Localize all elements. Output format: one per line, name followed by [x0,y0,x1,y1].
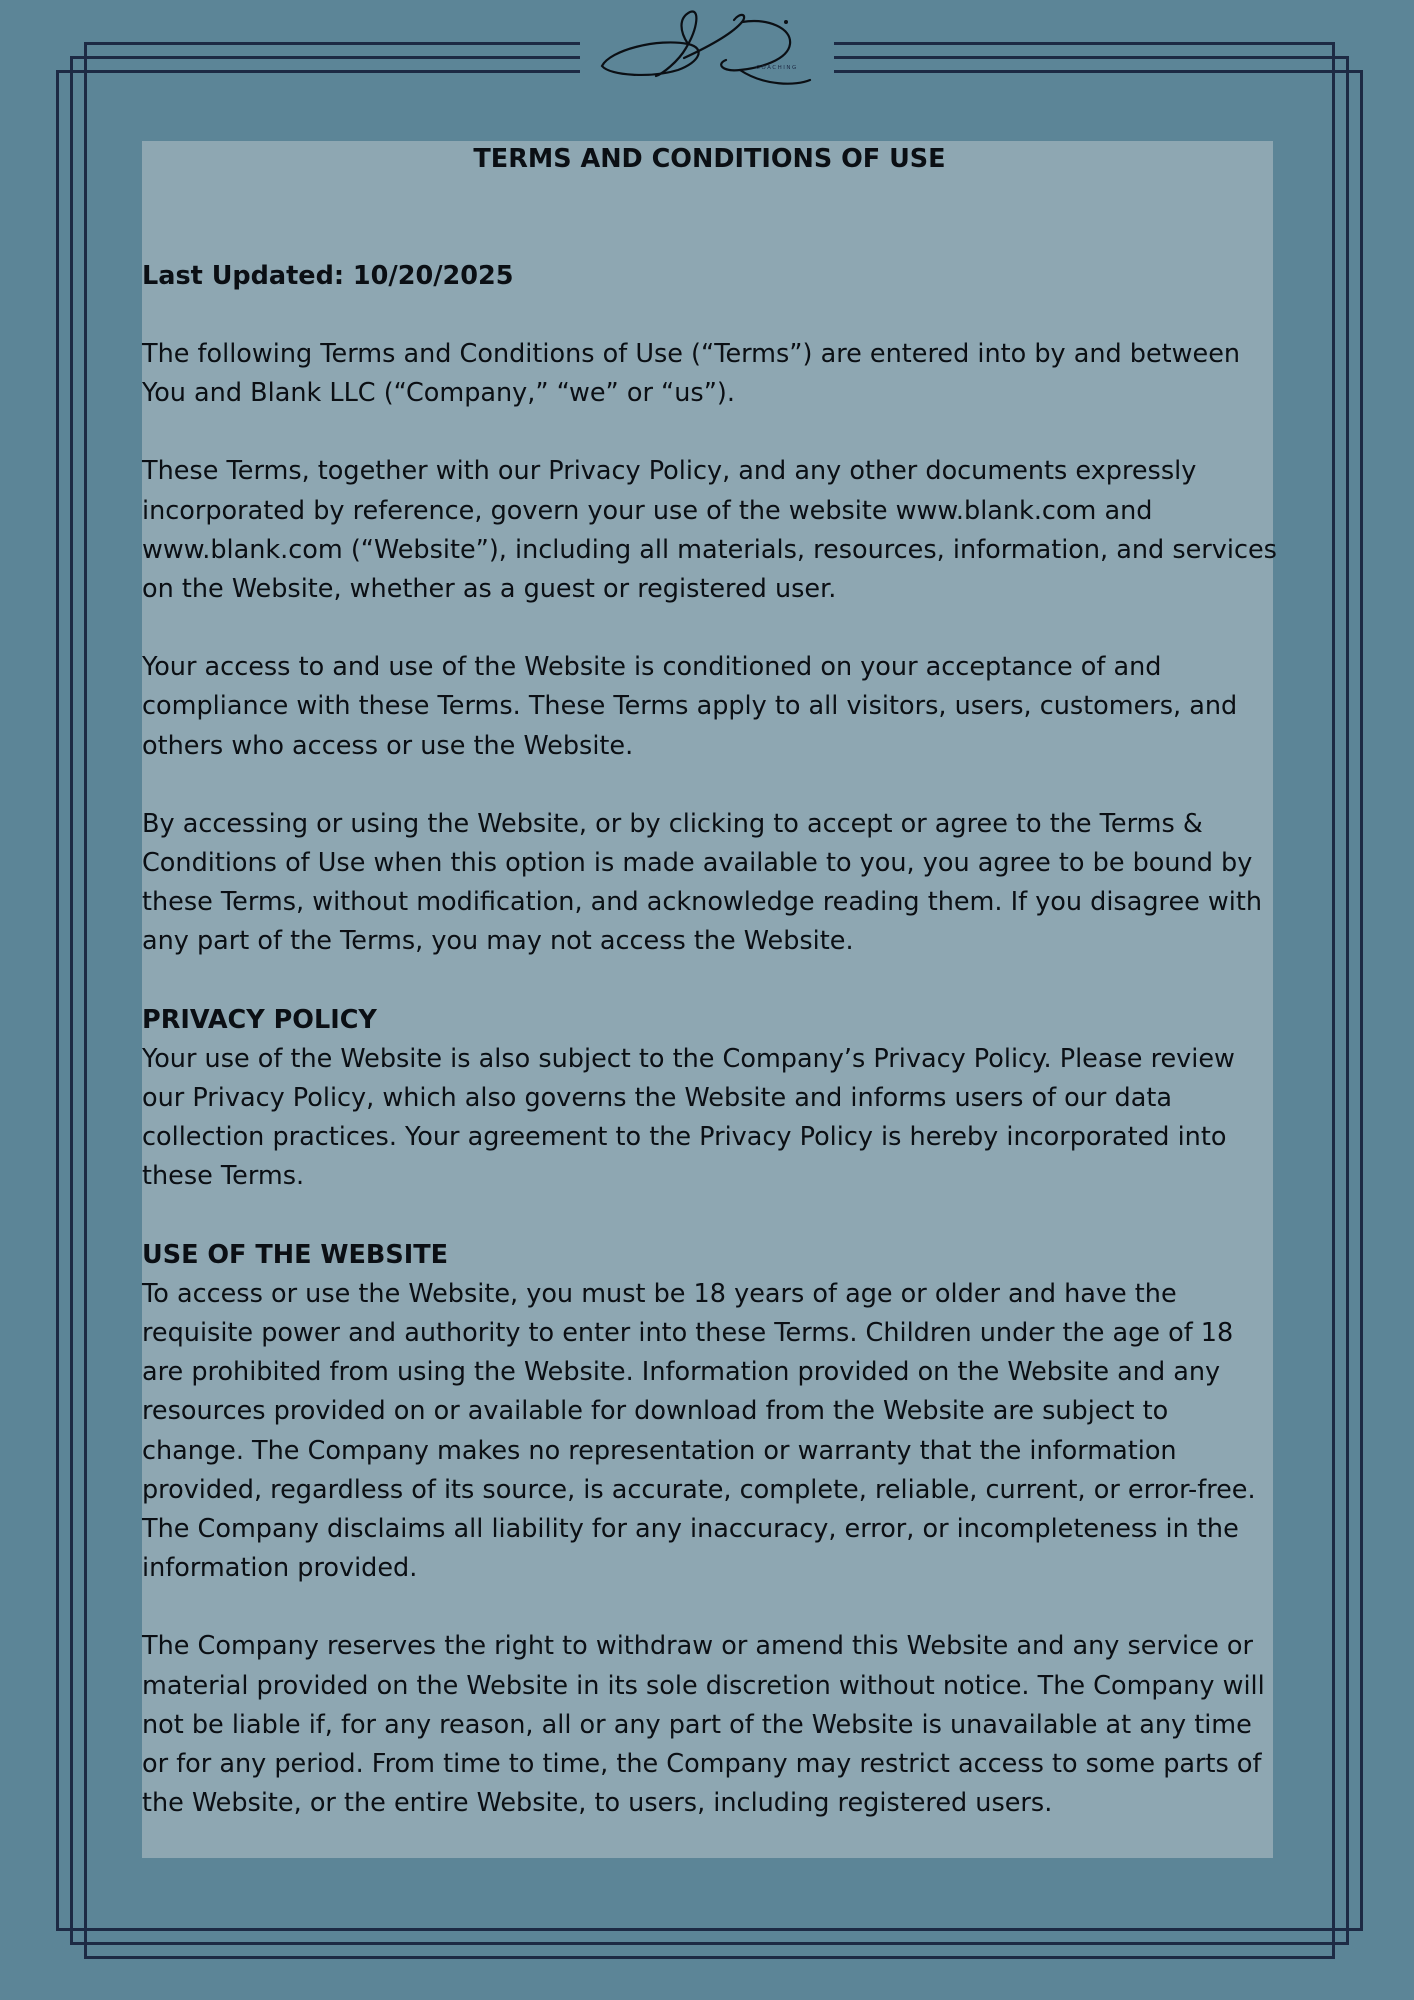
last-updated: Last Updated: 10/20/2025 [142,261,514,291]
intro-paragraph: Your access to and use of the Website is conditioned on your acceptance of and compliance with these Terms. These Terms apply to all visitors, users, customers, and others who access or use the Website. [142,652,1238,761]
terms-document [142,141,1277,1824]
signature-stroke [740,70,810,84]
signature-logo [592,4,822,92]
intro-paragraph: By accessing or using the Website, or by clicking to accept or agree to the Terms & Conditions of Use when this option is made available to you, you agree to be bound by these Terms, without modification, and acknowledge reading them. If you disagree with any part of the Terms, you may not access the Website. [142,808,1263,957]
use-paragraph: To access or use the Website, you must be 18 years of age or older and have the requisite power and authority to enter into these Terms. Children under the age of 18 are prohibited from using the Website. Information provided on the Website and any resources provided on or available for download from the Website are subject to change. The Company makes no representation or warranty that the information provided, regardless of its source, is accurate, complete, reliable, current, or error-free. The Company disclaims all liability for any inaccuracy, error, or incompleteness in the information provided. [142,1278,1256,1584]
logo-caption: COACHING [756,65,798,71]
signature-dot [784,20,788,24]
privacy-heading: PRIVACY POLICY [142,1004,377,1035]
intro-paragraph: These Terms, together with our Privacy Policy, and any other documents expressly incorporated by reference, govern your use of the website www.blank.com and www.blank.com (“Website”), including all materials, resources, information, and services on the Website, whether as a guest or registered user. [142,456,1277,605]
intro-paragraph: The following Terms and Conditions of Use (“Terms”) are entered into by and between You and Blank LLC (“Company,” “we” or “us”). [142,339,1241,409]
signature-stroke [721,21,790,70]
use-heading: USE OF THE WEBSITE [142,1239,449,1270]
document-title: TERMS AND CONDITIONS OF USE [473,144,946,174]
privacy-paragraph: Your use of the Website is also subject to the Company’s Privacy Policy. Please review our Privacy Policy, which also governs the Website and informs users of our data collection practices. Your agreement to the Privacy Policy is hereby incorporated into these Terms. [142,1043,1235,1192]
use-paragraph: The Company reserves the right to withdraw or amend this Website and any service or material provided on the Website in its sole discretion without notice. The Company will not be liable if, for any reason, all or any part of the Website is unavailable at any time or for any period. From time to time, the Company may restrict access to some parts of the Website, or the entire Website, to users, including registered users. [142,1631,1265,1819]
